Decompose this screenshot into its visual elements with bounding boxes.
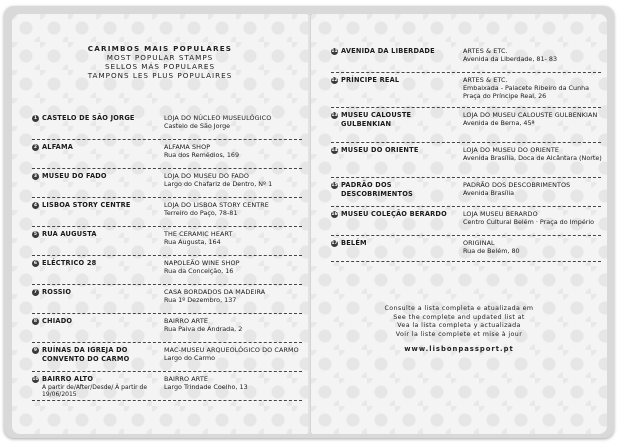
stamp-number-badge: 8 [33, 319, 38, 324]
location-name [42, 172, 160, 181]
footer-line-fr: Voir la liste complete et mise à jour [395, 330, 523, 338]
shop-name: ALFAMA SHOP [164, 143, 211, 151]
stamp-entry [32, 169, 302, 198]
shop-name: ORIGINAL [463, 239, 495, 247]
shop-info [164, 172, 304, 188]
stamp-number-badge: 7 [33, 290, 38, 295]
shop-info [164, 375, 304, 391]
location-name-text: RUÍNAS DA IGREJA DO CONVENTO DO CARMO [42, 346, 130, 363]
location-name-text: MUSEU COLEÇÃO BERARDO [341, 210, 447, 218]
shop-name: CASA BORDADOS DA MADEIRA [164, 288, 266, 296]
shop-address: Largo do Carmo [164, 354, 216, 362]
shop-info [164, 114, 304, 130]
shop-name: ARTES & ETC. [463, 47, 508, 55]
shop-name: BAIRRO ARTE [164, 317, 208, 325]
stamp-entry [331, 178, 601, 207]
shop-address: Avenida da Liberdade, 81- 83 [463, 55, 558, 63]
stamp-number-badge: 11 [331, 49, 338, 54]
shop-address: Terreiro do Paço, 78-81 [164, 209, 238, 217]
stamp-entry [32, 343, 302, 372]
location-name-text: ELÉCTRICO 28 [42, 259, 97, 267]
stamp-entry [331, 236, 601, 262]
shop-address: Largo Trindade Coelho, 13 [164, 383, 248, 391]
location-name-text: MUSEU CALOUSTE GULBENKIAN [341, 111, 412, 128]
stamp-number-badge: 17 [331, 241, 338, 246]
stamp-number-badge: 6 [33, 261, 38, 266]
shop-info [463, 47, 603, 63]
location-name [341, 239, 459, 248]
right-page [311, 14, 607, 434]
location-name [42, 201, 160, 210]
location-name [341, 210, 459, 219]
location-name-text: BAIRRO ALTO [42, 375, 94, 383]
stamp-entry [331, 143, 601, 178]
stamp-number-badge: 1 [33, 116, 38, 121]
shop-info [164, 230, 304, 246]
stamp-number-badge: 16 [331, 212, 338, 217]
location-name [42, 375, 160, 399]
location-name-text: BELÉM [341, 239, 367, 247]
location-name [341, 111, 459, 128]
shop-address: Avenida de Berna, 45ª [463, 119, 535, 127]
stamp-entry [32, 111, 302, 140]
shop-info [164, 317, 304, 333]
location-name-text: LISBOA STORY CENTRE [42, 201, 131, 209]
location-name [341, 146, 459, 155]
shop-name: BAIRRO ARTE [164, 375, 208, 383]
shop-address: Rua dos Remédios, 169 [164, 151, 240, 159]
stamp-entry [32, 256, 302, 285]
shop-address: Rua de Belém, 80 [463, 247, 520, 255]
location-name-text: MUSEU DO ORIENTE [341, 146, 419, 154]
location-name-text: AVENIDA DA LIBERDADE [341, 47, 435, 55]
shop-info [463, 239, 603, 255]
stamp-list-right [331, 44, 601, 262]
shop-name: PADRÃO DOS DESCOBRIMENTOS [463, 181, 571, 189]
stamp-number-badge: 5 [33, 232, 38, 237]
shop-info [164, 201, 304, 217]
passport-book [4, 6, 614, 438]
stamp-number-badge: 4 [33, 203, 38, 208]
location-name [42, 317, 160, 326]
shop-address: Avenida Brasília [463, 189, 515, 197]
stamp-number-badge: 10 [32, 377, 39, 382]
shop-info [164, 259, 304, 275]
footer [311, 305, 607, 354]
location-name-text: MUSEU DO FADO [42, 172, 107, 180]
shop-address: Rua Augusta, 164 [164, 238, 221, 246]
shop-info [463, 111, 603, 127]
stamp-entry [32, 140, 302, 169]
stamp-number-badge: 12 [331, 78, 338, 83]
location-name [42, 346, 160, 363]
stamp-entry [331, 207, 601, 236]
stamp-entry [331, 108, 601, 143]
location-name [42, 288, 160, 297]
location-name [341, 76, 459, 85]
heading-portuguese: CARIMBOS MAIS POPULARES [87, 44, 233, 53]
shop-address: Avenida Brasília, Doca de Alcântara (Norte) [463, 154, 602, 162]
shop-name: THE CERAMIC HEART [164, 230, 233, 238]
shop-name: ARTES & ETC. [463, 76, 508, 84]
stamp-entry [331, 73, 601, 108]
shop-address: Rua Paiva de Andrada, 2 [164, 325, 243, 333]
shop-info [164, 288, 304, 304]
shop-name: LOJA DO LISBOA STORY CENTRE [164, 201, 269, 209]
stamp-entry [331, 44, 601, 73]
shop-address: Embaixada - Palacete Ribeiro da Cunha Praça do Príncipe Real, 26 [463, 84, 590, 100]
shop-name: LOJA DO MUSEU DO ORIENTE [463, 146, 560, 154]
location-name-text: ALFAMA [42, 143, 74, 151]
heading-french: TAMPONS LES PLUS POPULAIRES [87, 71, 233, 80]
shop-address: Largo do Chafariz de Dentro, Nº 1 [164, 180, 273, 188]
stamp-number-badge: 9 [33, 348, 38, 353]
shop-address: Castelo de São Jorge [164, 122, 231, 130]
stamp-entry [32, 227, 302, 256]
stamp-number-badge: 13 [331, 113, 338, 118]
footer-line-es: Vea la lista completa y actualizada [397, 322, 521, 329]
stamp-number-badge: 3 [33, 174, 38, 179]
location-name [42, 259, 160, 268]
shop-name: LOJA DO MUSEU CALOUSTE GULBENKIAN [463, 111, 598, 119]
location-name [42, 114, 160, 123]
location-name-text: CHIADO [42, 317, 73, 325]
shop-address: Rua da Conceição, 16 [164, 267, 234, 275]
shop-info [463, 76, 603, 100]
shop-info [164, 143, 304, 159]
shop-address: Rua 1º Dezembro, 137 [164, 296, 237, 304]
stamp-entry [32, 198, 302, 227]
location-name-text: PADRÃO DOS DESCOBRIMENTOS [341, 181, 413, 198]
stamp-number-badge: 15 [331, 183, 338, 188]
left-page [12, 14, 308, 434]
stamp-number-badge: 2 [33, 145, 38, 150]
location-name-text: CASTELO DE SÃO JORGE [42, 114, 135, 122]
shop-address: Centro Cultural Belém · Praça do Império [463, 218, 595, 226]
shop-name: LOJA MUSEU BERARDO [463, 210, 538, 218]
shop-info [164, 346, 304, 362]
shop-info [463, 146, 603, 162]
shop-name: MAC-MUSEU ARQUEOLÓGICO DO CARMO [164, 346, 299, 354]
shop-name: LOJA DO MUSEU DO FADO [164, 172, 250, 180]
heading-english: MOST POPULAR STAMPS [106, 53, 214, 62]
location-name [42, 230, 160, 239]
stamp-list-left [32, 111, 302, 401]
location-name [341, 181, 459, 198]
website-link[interactable]: www.lisbonpassport.pt [404, 345, 514, 353]
page-headings [12, 44, 308, 80]
shop-info [463, 210, 603, 226]
shop-name: LOJA DO NÚCLEO MUSEULÓGICO [164, 114, 272, 122]
location-note: A partir de/After/Desde/ À partir de 19/06/2015 [42, 383, 148, 398]
shop-name: NAPOLEÃO WINE SHOP [164, 259, 240, 267]
heading-spanish: SELLOS MÁS POPULARES [104, 62, 216, 71]
shop-info [463, 181, 603, 197]
footer-line-en: See the complete and updated list at [393, 313, 525, 321]
location-name [341, 47, 459, 56]
stamp-number-badge: 14 [331, 148, 338, 153]
stamp-entry [32, 314, 302, 343]
footer-line-pt: Consulte a lista completa e atualizada em [384, 305, 534, 312]
location-name-text: RUA AUGUSTA [42, 230, 97, 238]
location-name-text: ROSSIO [42, 288, 72, 296]
stamp-entry [32, 372, 302, 401]
location-name-text: PRÍNCIPE REAL [341, 76, 400, 84]
stamp-entry [32, 285, 302, 314]
location-name [42, 143, 160, 152]
